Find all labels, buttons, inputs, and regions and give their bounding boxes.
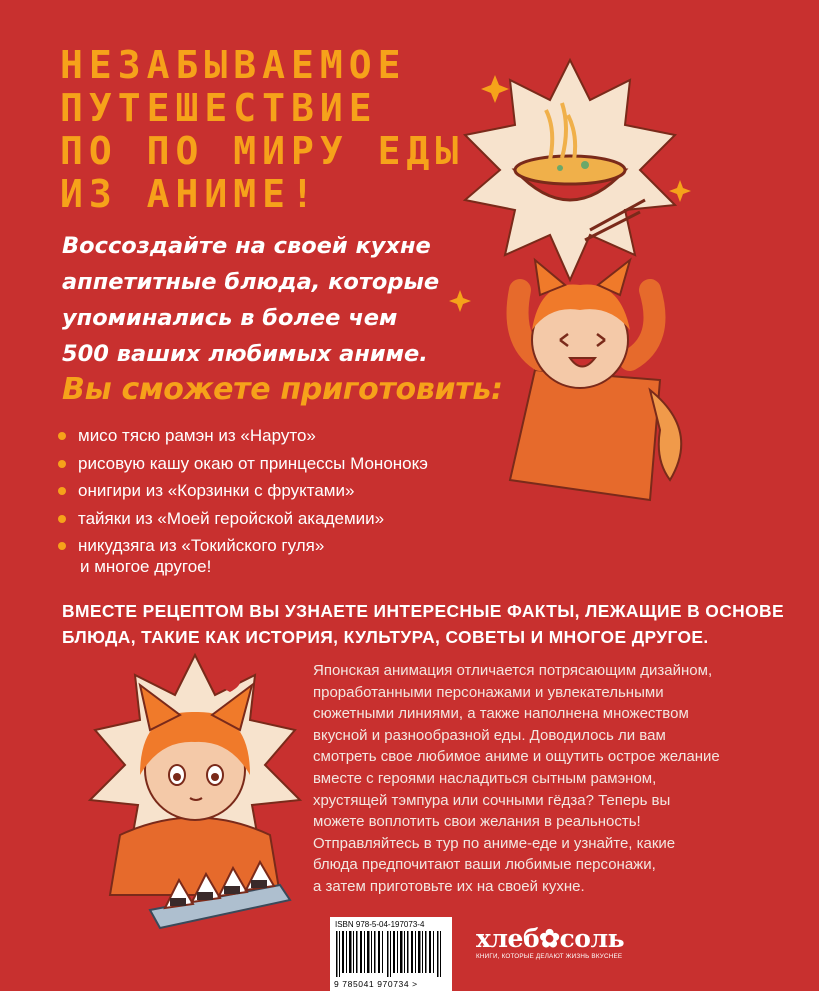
publisher-tagline: КНИГИ, КОТОРЫЕ ДЕЛАЮТ ЖИЗНЬ ВКУСНЕЕ bbox=[476, 953, 623, 960]
body-line: блюда предпочитают ваши любимые персонажи, bbox=[313, 856, 656, 874]
description-paragraph bbox=[313, 660, 793, 898]
body-line: проработанными персонажами и увлекательными bbox=[313, 683, 664, 701]
intro-text bbox=[62, 228, 462, 372]
headline-line: ПУТЕШЕСТВИЕ bbox=[60, 86, 378, 130]
bullet-icon bbox=[58, 460, 66, 468]
dish-label: никудзяга из «Токийского гуля» bbox=[78, 536, 325, 555]
more-text: и многое другое! bbox=[80, 557, 212, 576]
body-line: можете воплотить свои желания в реальность! bbox=[313, 813, 641, 831]
intro-line: упоминались в более чем bbox=[62, 305, 398, 331]
bullet-icon bbox=[58, 515, 66, 523]
intro-line: 500 ваших любимых аниме. bbox=[62, 341, 428, 367]
list-item bbox=[56, 454, 428, 482]
dish-label: рисовую кашу окаю от принцессы Мононокэ bbox=[78, 453, 428, 473]
body-line: вместе с героями насладиться сытным рамэном, bbox=[313, 769, 657, 787]
headline bbox=[60, 44, 480, 216]
barcode-icon bbox=[334, 931, 448, 977]
body-line: хрустящей тэмпура или сочными гёдза? Теперь вы bbox=[313, 791, 671, 809]
dishes-subheading: Вы сможете приготовить: bbox=[62, 372, 503, 407]
barcode-digits: 9 785041 970734 > bbox=[334, 979, 418, 989]
fox-girl-ramen-illustration bbox=[440, 40, 700, 510]
body-line: Японская анимация отличается потрясающим дизайном, bbox=[313, 662, 713, 679]
dish-label: мисо тясю рамэн из «Наруто» bbox=[78, 426, 316, 445]
headline-line: ПО ПО МИРУ ЕДЫ bbox=[60, 129, 465, 173]
caps-line: ВМЕСТЕ РЕЦЕПТОМ ВЫ УЗНАЕТЕ ИНТЕРЕСНЫЕ ФАКТЫ, ЛЕЖАЩИЕ В ОСНОВЕ bbox=[62, 601, 784, 621]
body-line: смотреть свое любимое аниме и ощутить острое желание bbox=[313, 748, 720, 766]
headline-line: НЕЗАБЫВАЕМОЕ bbox=[60, 43, 407, 87]
headline-line: ИЗ АНИМЕ! bbox=[60, 172, 320, 216]
isbn-label: ISBN 978-5-04-197073-4 bbox=[335, 920, 425, 929]
body-line: сюжетными линиями, а также наполнена множеством bbox=[313, 705, 689, 723]
intro-line: Воссоздайте на своей кухне bbox=[62, 233, 431, 259]
list-item bbox=[56, 509, 428, 537]
body-line: вкусной и разнообразной еды. Доводилось ли вам bbox=[313, 726, 666, 744]
caps-paragraph bbox=[62, 598, 782, 650]
bullet-icon bbox=[58, 487, 66, 495]
intro-line: аппетитные блюда, которые bbox=[62, 269, 440, 295]
caps-line: БЛЮДА, ТАКИЕ КАК ИСТОРИЯ, КУЛЬТУРА, СОВЕТЫ И МНОГОЕ ДРУГОЕ. bbox=[62, 627, 709, 647]
list-item bbox=[56, 426, 428, 454]
dish-label: тайяки из «Моей геройской академии» bbox=[78, 508, 385, 528]
publisher-logo: хлеб✿соль bbox=[476, 924, 625, 953]
bullet-icon bbox=[58, 432, 66, 440]
bullet-icon bbox=[58, 542, 66, 550]
fox-girl-onigiri-illustration bbox=[80, 650, 310, 940]
isbn-barcode bbox=[330, 917, 452, 991]
body-line: Отправляйтесь в тур по аниме-еде и узнайте, какие bbox=[313, 834, 676, 852]
body-line: а затем приготовьте их на своей кухне. bbox=[313, 877, 585, 895]
dish-list bbox=[56, 426, 428, 564]
list-item bbox=[56, 481, 428, 509]
dish-label: онигири из «Корзинки с фруктами» bbox=[78, 481, 355, 500]
